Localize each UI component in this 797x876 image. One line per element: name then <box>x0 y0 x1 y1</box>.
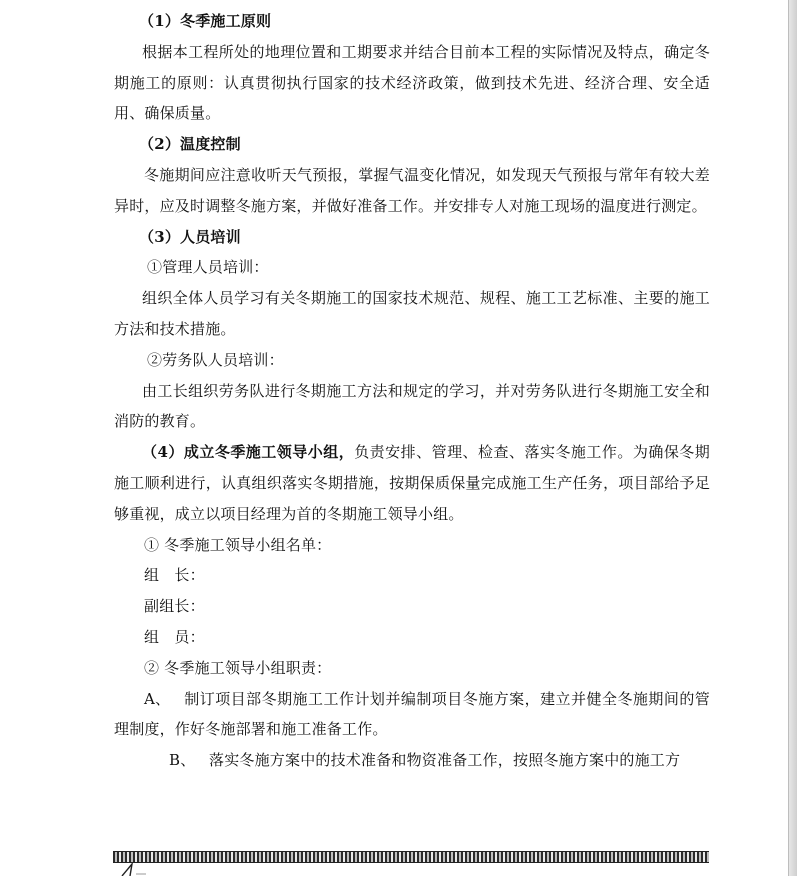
leadership-group-text: 负责安排、管理、检查、落实冬施工作。为确保冬期施工顺利进行，认真组织落实冬期措施，按期保质保量完成施工生产任务，项目部给予足够重视，成立以项目经理为首的冬期施工领导小组。 <box>114 443 710 523</box>
section-heading-temperature-control: （2）温度控制 <box>139 135 241 154</box>
duty-item-a-marker: A、 <box>144 689 171 708</box>
paragraph-labor-training: 由工长组织劳务队进行冬期施工方法和规定的学习，并对劳务队进行冬期施工安全和消防的教育。 <box>114 381 710 431</box>
duty-item-a-text: 制订项目部冬期施工工作计划并编制项目冬施方案，建立并健全冬施期间的管理制度，作好冬施部署和施工准备工作。 <box>114 689 710 739</box>
duty-item-b <box>114 745 710 776</box>
paragraph-management-training: 组织全体人员学习有关冬期施工的国家技术规范、规程、施工工艺标准、主要的施工方法和技术措施。 <box>114 289 710 338</box>
section-heading-leadership-group: （4）成立冬季施工领导小组， <box>142 443 355 462</box>
subitem-labor-training-title: ②劳务队人员培训： <box>147 350 284 369</box>
footer-logo-icon <box>118 862 148 876</box>
document-body <box>114 6 710 776</box>
paragraph-leadership-group <box>114 437 710 529</box>
paragraph-winter-principle: 根据本工程所处的地理位置和工期要求并结合目前本工程的实际情况及特点，确定冬期施工的原则：认真贯彻执行国家的技术经济政策，做到技术先进、经济合理、安全适用、确保质量。 <box>114 42 710 123</box>
subitem-management-training-title: ①管理人员培训： <box>147 258 269 277</box>
section-heading-staff-training: （3）人员培训 <box>139 227 241 246</box>
duty-item-a <box>114 684 710 746</box>
duty-item-b-text: 落实冬施方案中的技术准备和物资准备工作，按照冬施方案中的施工方 <box>209 751 681 770</box>
section-heading-winter-principle: （1）冬季施工原则 <box>139 12 272 30</box>
role-deputy-leader: 副组长： <box>144 597 205 616</box>
paragraph-temperature-control: 冬施期间应注意收听天气预报，掌握气温变化情况，如发现天气预报与常年有较大差异时，应及时调整冬施方案，并做好准备工作。并安排专人对施工现场的温度进行测定。 <box>114 165 710 215</box>
role-member: 组 员： <box>144 627 205 646</box>
subitem-group-list-title: ① 冬季施工领导小组名单： <box>144 535 332 554</box>
subitem-group-duties-title: ② 冬季施工领导小组职责： <box>144 658 332 677</box>
footer-decorative-border <box>113 851 709 863</box>
page-edge <box>788 0 797 876</box>
duty-item-b-marker: B、 <box>169 751 196 770</box>
role-leader: 组 长： <box>144 566 205 585</box>
